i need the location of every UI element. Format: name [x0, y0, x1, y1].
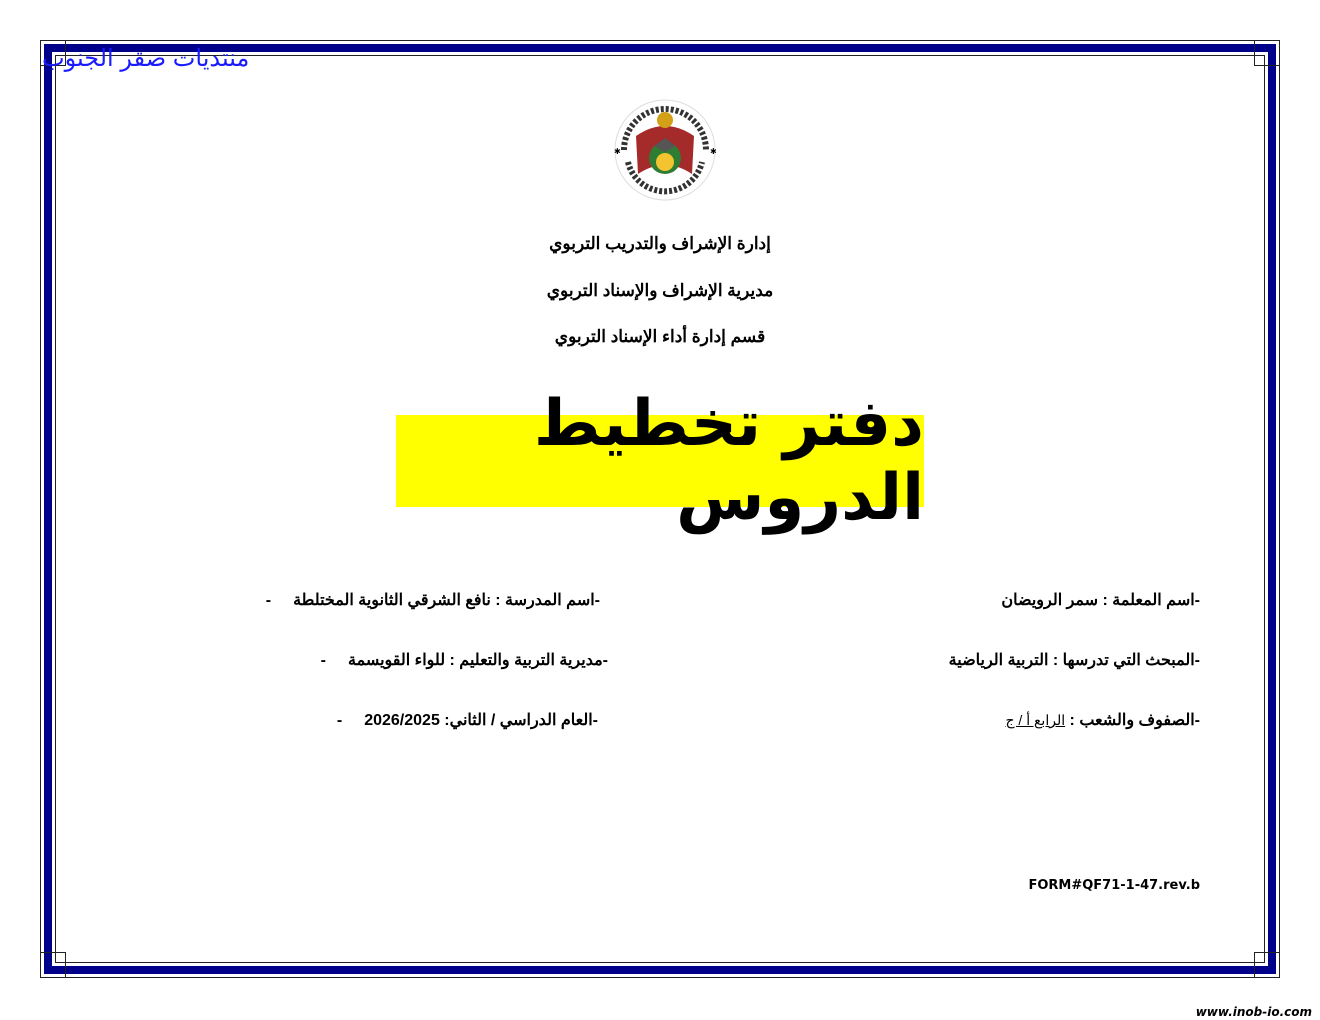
svg-text:✱: ✱	[710, 147, 717, 156]
header-line-3: قسم إدارة أداء الإسناد التربوي	[554, 327, 766, 346]
school-name	[266, 590, 600, 610]
subject: -المبحث التي تدرسها : التربية الرياضية	[948, 652, 1200, 669]
dash: -	[336, 712, 343, 729]
directorate-text: -مديرية التربية والتعليم : للواء القويسمة	[347, 652, 608, 669]
school-name-text: -اسم المدرسة : نافع الشرقي الثانوية المختلطة	[293, 592, 600, 609]
watermark-text: منتديات صقر الجنوب	[42, 45, 250, 72]
dash: -	[320, 652, 326, 669]
header-line-2: مديرية الإشراف والإسناد التربوي	[546, 281, 774, 300]
corner-ornament	[40, 952, 66, 978]
corner-ornament	[1254, 952, 1280, 978]
directorate	[321, 650, 608, 670]
academic-year	[337, 710, 598, 730]
academic-year-text: -العام الدراسي / الثاني: 2026/2025	[364, 712, 598, 729]
teacher-name: -اسم المعلمة : سمر الرويضان	[1001, 592, 1200, 609]
site-url: www.inob-io.com	[1195, 1005, 1312, 1019]
form-code: FORM#QF71-1-47.rev.b	[1028, 878, 1200, 893]
svg-text:✱: ✱	[614, 147, 621, 156]
ministry-seal-logo	[606, 96, 724, 204]
corner-ornament	[1254, 40, 1280, 66]
document-title: دفتر تخطيط الدروس	[396, 415, 924, 507]
header-line-1: إدارة الإشراف والتدريب التربوي	[549, 234, 771, 253]
classes-label: -الصفوف والشعب :	[1065, 712, 1200, 729]
dash: -	[265, 592, 272, 609]
classes-value: الرابع أ / ج	[1005, 712, 1066, 728]
classes	[1006, 710, 1201, 730]
